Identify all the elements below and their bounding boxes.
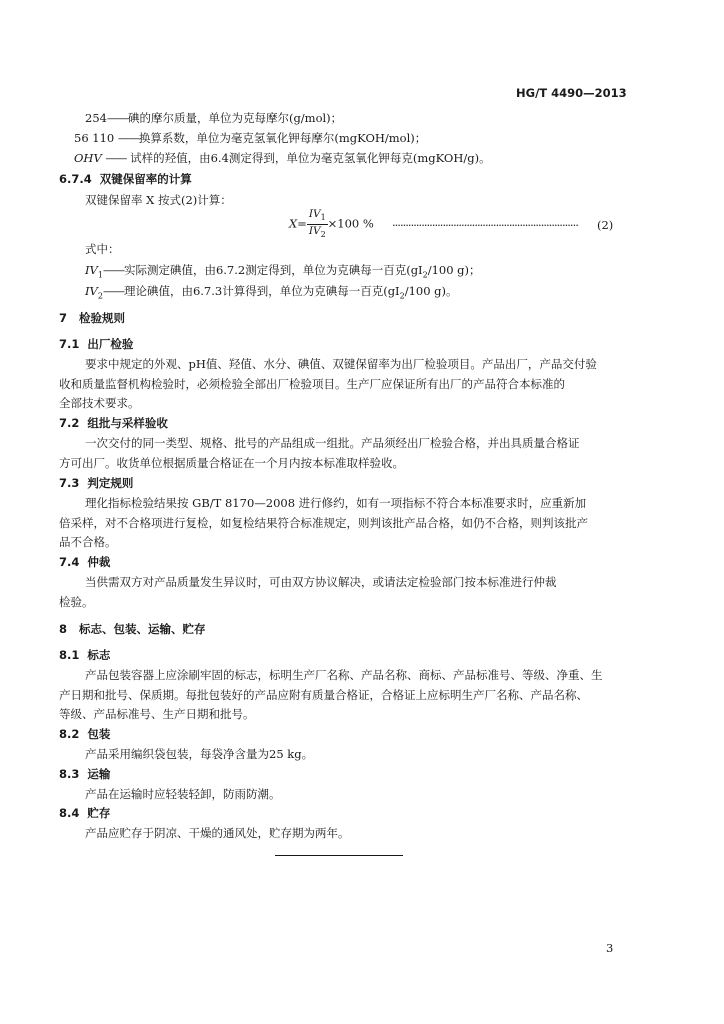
section-7-3-line-2: 倍采样，对不合格项进行复检，如复检结果符合标准规定，则判该批产品合格，如仍不合格，则判该批产 <box>59 516 588 530</box>
section-7-1-line-3: 全部技术要求。 <box>59 396 140 410</box>
definition-56110: 56 110 ——换算系数，单位为毫克氢氧化钾每摩尔(mgKOH/mol)； <box>74 131 427 145</box>
section-7-1-line-2: 收和质量监督机构检验时，必须检验全部出厂检验项目。生产厂应保证所有出厂的产品符合本标准的 <box>59 377 565 391</box>
section-8-3-heading: 8.3 运输 <box>59 767 111 781</box>
section-6-7-4-heading: 6.7.4 双键保留率的计算 <box>59 172 192 186</box>
section-7-3-line-1: 理化指标检验结果按 GB/T 8170—2008 进行修约，如有一项指标不符合本标准要求时，应重新加 <box>85 496 587 510</box>
section-7-2-line-1: 一次交付的同一类型、规格、批号的产品组成一组批。产品须经出厂检验合格，并出具质量合格证 <box>85 436 580 450</box>
formula-equation-number: (2) <box>597 218 614 232</box>
section-8-2-line-1: 产品采用编织袋包装，每袋净含量为25 kg。 <box>85 747 314 761</box>
section-8-heading: 8 标志、包装、运输、贮存 <box>59 622 206 636</box>
section-6-7-4-intro: 双键保留率 X 按式(2)计算： <box>85 193 232 207</box>
section-8-1-line-3: 等级、产品标准号、生产日期和批号。 <box>59 707 255 721</box>
section-7-3-line-3: 品不合格。 <box>59 535 117 549</box>
section-7-4-line-1: 当供需双方对产品质量发生异议时，可由双方协议解决，或请法定检验部门按本标准进行仲裁 <box>85 575 557 589</box>
end-rule <box>275 855 403 856</box>
section-7-1-line-1: 要求中规定的外观、pH值、羟值、水分、碘值、双键保留率为出厂检验项目。产品出厂，产品交付验 <box>85 357 597 371</box>
section-8-1-heading: 8.1 标志 <box>59 648 111 662</box>
section-7-2-line-2: 方可出厂。收货单位根据质量合格证在一个月内按本标准取样验收。 <box>59 456 404 470</box>
definition-254: 254——碘的摩尔质量，单位为克每摩尔(g/mol)； <box>85 111 343 125</box>
formula-fraction: $\frac{IV_1}{IV_2}$ <box>308 208 326 240</box>
section-7-1-heading: 7.1 出厂检验 <box>59 337 134 351</box>
standard-number: HG/T 4490—2013 <box>516 86 627 100</box>
where-iv1: $IV_1——$实际测定碘值，由6.7.2测定得到，单位为克碘每一百克($gI_2/100$ g)； <box>85 263 481 280</box>
formula-2: X= $\frac{IV_1}{IV_2}$ ×100 % <box>289 208 374 240</box>
section-7-3-heading: 7.3 判定规则 <box>59 476 134 490</box>
section-8-4-line-1: 产品应贮存于阴凉、干燥的通风处，贮存期为两年。 <box>85 826 350 840</box>
section-7-4-line-2: 检验。 <box>59 595 94 609</box>
where-label: 式中： <box>85 242 120 256</box>
section-8-1-line-2: 产日期和批号、保质期。每批包装好的产品应附有质量合格证，合格证上应标明生产厂名称、产品名称、 <box>59 688 588 702</box>
section-8-1-line-1: 产品包装容器上应涂刷牢固的标志，标明生产厂名称、产品名称、商标、产品标准号、等级、净重、生 <box>85 668 603 682</box>
page-number: 3 <box>606 941 614 955</box>
section-7-heading: 7 检验规则 <box>59 311 126 325</box>
section-8-3-line-1: 产品在运输时应轻装轻卸，防雨防潮。 <box>85 787 281 801</box>
section-7-2-heading: 7.2 组批与采样验收 <box>59 416 168 430</box>
where-iv2: $IV_2——$理论碘值，由6.7.3计算得到，单位为克碘每一百克($gI_2/100$ g)。 <box>85 284 458 301</box>
definition-ohv: OHV —— 试样的羟值，由6.4测定得到，单位为毫克氢氧化钾每克(mgKOH/g)。 <box>74 151 491 165</box>
section-8-2-heading: 8.2 包装 <box>59 727 111 741</box>
formula-leader-dots: ······································································ <box>392 218 578 232</box>
section-8-4-heading: 8.4 贮存 <box>59 806 111 820</box>
section-7-4-heading: 7.4 仲裁 <box>59 555 111 569</box>
